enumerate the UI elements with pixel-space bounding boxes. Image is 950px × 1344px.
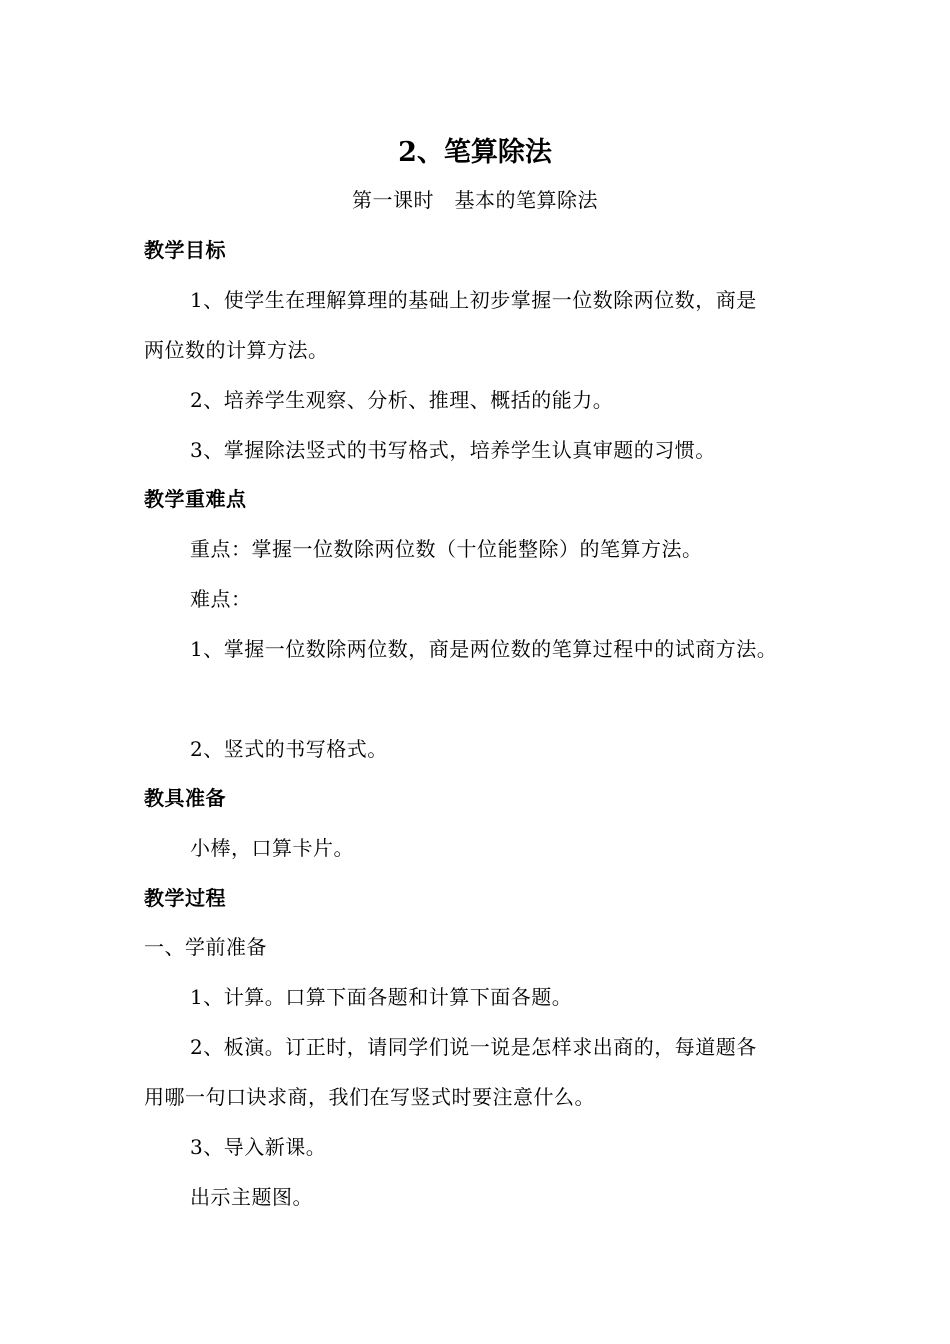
objective-item-1-line-1: 1、使学生在理解算理的基础上初步掌握一位数除两位数，商是 <box>190 288 757 312</box>
focus-point: 重点：掌握一位数除两位数（十位能整除）的笔算方法。 <box>190 537 703 561</box>
process-step-3-detail: 出示主题图。 <box>190 1185 313 1209</box>
difficulty-item-2: 2、竖式的书写格式。 <box>190 737 388 761</box>
process-step-2-line-1: 2、板演。订正时，请同学们说一说是怎样求出商的，每道题各 <box>190 1035 757 1059</box>
difficulty-item-1: 1、掌握一位数除两位数，商是两位数的笔算过程中的试商方法。 <box>190 637 778 661</box>
process-step-2-line-2: 用哪一句口诀求商，我们在写竖式时要注意什么。 <box>144 1085 595 1109</box>
materials-heading: 教具准备 <box>144 786 226 810</box>
objective-item-1-line-2: 两位数的计算方法。 <box>144 338 329 362</box>
process-step-3: 3、导入新课。 <box>190 1135 327 1159</box>
process-part-1-title: 一、学前准备 <box>144 935 267 959</box>
objectives-heading: 教学目标 <box>144 238 226 262</box>
objective-item-2: 2、培养学生观察、分析、推理、概括的能力。 <box>190 388 614 412</box>
document-title: 2、笔算除法 <box>398 137 552 168</box>
key-points-heading: 教学重难点 <box>144 487 247 511</box>
document-subtitle: 第一课时 基本的笔算除法 <box>352 188 598 212</box>
process-heading: 教学过程 <box>144 886 226 910</box>
process-step-1: 1、计算。口算下面各题和计算下面各题。 <box>190 985 573 1009</box>
objective-item-3: 3、掌握除法竖式的书写格式，培养学生认真审题的习惯。 <box>190 438 716 462</box>
difficulty-label: 难点： <box>190 587 252 611</box>
materials-content: 小棒，口算卡片。 <box>190 836 354 860</box>
